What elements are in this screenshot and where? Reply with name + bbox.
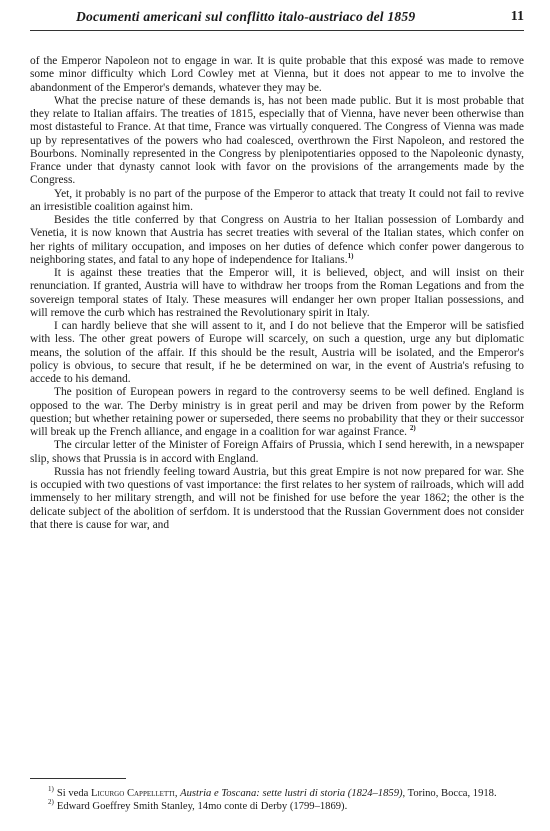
- running-header: [30, 8, 524, 31]
- footnote-divider: [30, 778, 126, 779]
- paragraph: What the precise nature of these demands is, has not been made public. But it is most probable that they relate to Italian affairs. The treaties of 1815, especially that of Vienna, have never been otherwise than most distasteful to France. At that time, France was virtually conquered. The Congress of Vienna was made up by representatives of the powers who had coalesced, overthrown the First Napoleon, and restored the Bourbons. Nominally represented in the Congress by plenipotentiaries opposed to the Napoleonic dynasty, France under that dynasty cannot look with favor on the provisions of the arrangements made by the Congress.: [30, 94, 524, 187]
- paragraph: [30, 214, 524, 267]
- body-text: [30, 55, 524, 532]
- paragraph: Yet, it probably is no part of the purpose of the Emperor to attack that treaty It could not fail to revive an irresistible coalition against him.: [30, 187, 524, 213]
- paragraph: of the Emperor Napoleon not to engage in war. It is quite probable that this exposé was made to remove some minor difficulty which Lord Cowley met at Vienna, but it does not appear to me to involve the abandonment of the Emperor's demands, whatever they may be.: [30, 55, 524, 94]
- paragraph: The circular letter of the Minister of Foreign Affairs of Prussia, which I send herewith, in a newspaper slip, shows that Prussia is in accord with England.: [30, 439, 524, 465]
- page-number: 11: [510, 9, 524, 24]
- paragraph: [30, 386, 524, 439]
- paragraph: Russia has not friendly feeling toward Austria, but this great Empire is not now prepared for war. She is occupied with two questions of vast importance: the first relates to her system of railroads, which will add immensely to her military strength, and will not be finished for use before the year 1862; the other is the delicate subject of the abolition of serfdom. It is understood that the Russian Government does not consider that there is cause for war, and: [30, 465, 524, 531]
- paragraph: It is against these treaties that the Emperor will, it is believed, object, and will insist on their renunciation. If granted, Austria will have to withdraw her troops from the Roman Legations and from the sovereign temporal states of Italy. These measures will endanger her own proper Italian possessions, and will remove the curb which has restrained the Revolutionary spirit in Italy.: [30, 267, 524, 319]
- paragraph: I can hardly believe that she will assent to it, and I do not believe that the Emperor will be satisfied with less. The other great powers of Europe will scarcely, on such a question, urge any but diplomatic means, the solution of the affair. If this should be the result, Austria will be isolated, and the Emperor's policy is obvious, to secure that result, if he be determined on war, in the event of Austria's refusing to accede to his demand.: [30, 320, 524, 385]
- footnote-text: Edward Goeffrey Smith Stanley, 14mo conte di Derby (1799–1869).: [56, 800, 348, 812]
- paragraph-text: The position of European powers in regard to the controversy seems to be well defined. England is opposed to the war. The Derby ministry is in great peril and may be driven from power by the Reform question; but whether retaining power or superseded, there seems no probability that they or their successor will break up the French alliance, and engage in a coalition for war against France.: [30, 386, 524, 438]
- footnote-mark: 2): [48, 798, 54, 807]
- footnotes: [30, 785, 524, 814]
- footnote-mark: 1): [48, 785, 54, 794]
- footnote-ref: 1): [347, 251, 354, 260]
- running-title: Documenti americani sul conflitto italo-austriaco del 1859: [76, 9, 416, 24]
- footnote-text: , Torino, Bocca, 1918.: [402, 788, 497, 799]
- footnote-author: Licurgo Cappelletti: [90, 788, 175, 799]
- footnote-ref: 2): [409, 424, 416, 433]
- footnote-text: Si veda: [56, 788, 91, 799]
- footnote: [30, 798, 524, 814]
- footnote-title: Austria e Toscana: sette lustri di storia (1824–1859): [180, 788, 403, 799]
- paragraph-text: Besides the title conferred by that Congress on Austria to her Italian possession of Lombardy and Venetia, it is now known that Austria has secret treaties with several of the Italian states, which confer on her rights of military occupation, and imposes on her duties of defence which confer power dangerous to neighboring states, and fatal to any hope of independence for Italians.: [30, 214, 524, 266]
- footnote: [30, 785, 524, 801]
- footnote-text: ,: [174, 788, 181, 799]
